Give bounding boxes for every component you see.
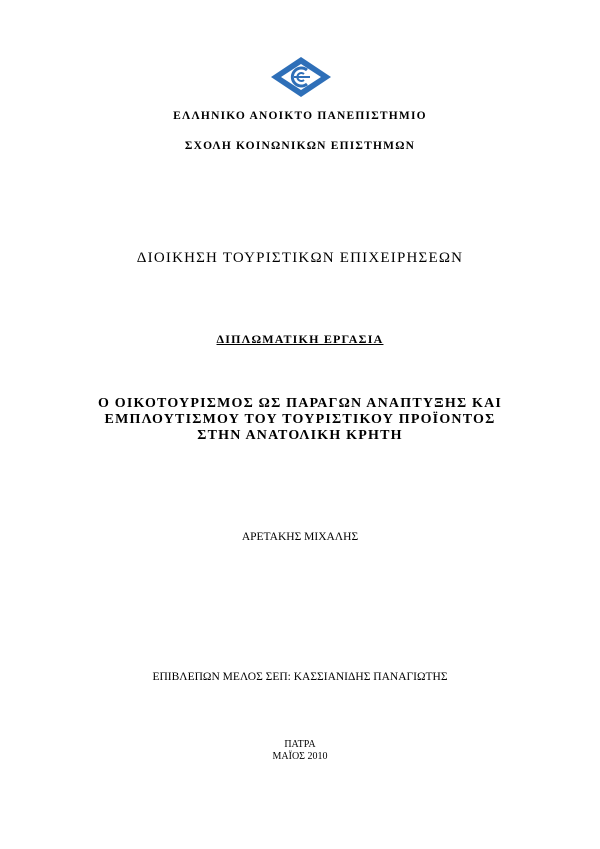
thesis-title-line-3: ΣΤΗΝ ΑΝΑΤΟΛΙΚΗ ΚΡΗΤΗ xyxy=(197,428,403,443)
university-name: ΕΛΛΗΝΙΚΟ ΑΝΟΙΚΤΟ ΠΑΝΕΠΙΣΤΗΜΙΟ xyxy=(173,110,427,122)
university-logo-icon xyxy=(270,56,332,98)
document-type: ΔΙΠΛΩΜΑΤΙΚΗ ΕΡΓΑΣΙΑ xyxy=(216,332,384,346)
thesis-title-line-2: ΕΜΠΛΟΥΤΙΣΜΟΥ ΤΟΥ ΤΟΥΡΙΣΤΙΚΟΥ ΠΡΟΪΟΝΤΟΣ xyxy=(104,412,496,427)
city: ΠΑΤΡΑ xyxy=(284,739,316,750)
supervisor: ΕΠΙΒΛΕΠΩΝ ΜΕΛΟΣ ΣΕΠ: ΚΑΣΣΙΑΝΙΔΗΣ ΠΑΝΑΓΙΩΤΗΣ xyxy=(152,671,448,683)
program-name: ΔΙΟΙΚΗΣΗ ΤΟΥΡΙΣΤΙΚΩΝ ΕΠΙΧΕΙΡΗΣΕΩΝ xyxy=(136,250,464,266)
thesis-title-line-1: Ο ΟΙΚΟΤΟΥΡΙΣΜΟΣ ΩΣ ΠΑΡΑΓΩΝ ΑΝΑΠΤΥΞΗΣ ΚΑΙ xyxy=(97,396,503,411)
author-name: ΑΡΕΤΑΚΗΣ ΜΙΧΑΛΗΣ xyxy=(241,531,359,543)
school-name: ΣΧΟΛΗ ΚΟΙΝΩΝΙΚΩΝ ΕΠΙΣΤΗΜΩΝ xyxy=(184,140,416,152)
date: ΜΑΪΟΣ 2010 xyxy=(272,751,328,762)
